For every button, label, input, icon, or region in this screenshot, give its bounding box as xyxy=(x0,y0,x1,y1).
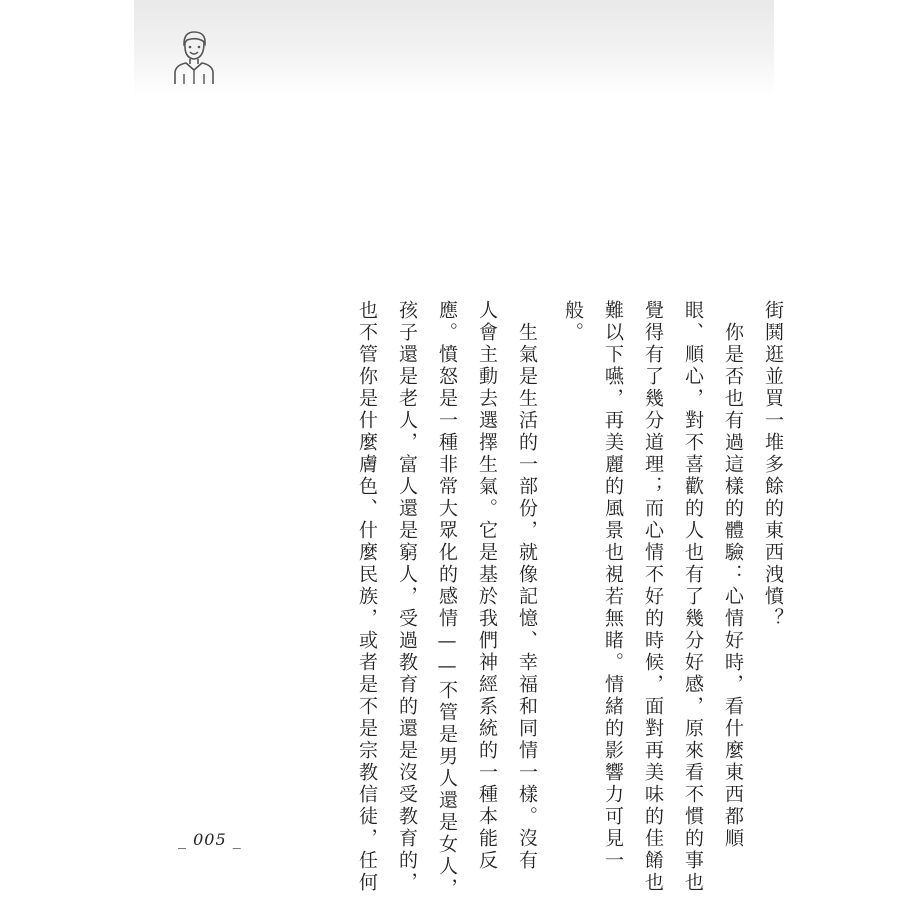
text-column: 應。憤怒是一種非常大眾化的感情——不管是男人還是女人， xyxy=(436,300,458,900)
vertical-text-block xyxy=(226,300,786,900)
text-column: 人會主動去選擇生氣。它是基於我們神經系統的一種本能反 xyxy=(476,300,498,872)
man-avatar-icon xyxy=(172,28,216,86)
text-column: 生氣是生活的一部份，就像記憶、幸福和同情一樣。沒有 xyxy=(516,300,538,872)
text-column: 孩子還是老人，富人還是窮人，受過教育的還是沒受教育的， xyxy=(396,300,418,894)
text-column: 你是否也有過這樣的體驗：心情好時，看什麼東西都順 xyxy=(722,300,744,850)
book-page xyxy=(134,0,784,908)
text-column: 難以下嚥，再美麗的風景也視若無睹。情緒的影響力可見一 xyxy=(602,300,624,872)
text-column: 覺得有了幾分道理；而心情不好的時候，面對再美味的佳餚也 xyxy=(642,300,664,894)
header-band xyxy=(134,0,774,96)
text-column: 般。 xyxy=(562,300,584,344)
page-number: _ 005 _ xyxy=(178,830,242,849)
text-column: 也不管你是什麼膚色、什麼民族，或者是不是宗教信徒，任何 xyxy=(356,300,378,894)
text-column: 眼、順心，對不喜歡的人也有了幾分好感，原來看不慣的事也 xyxy=(682,300,704,894)
text-column: 街鬨逛並買一堆多餘的東西洩憤？ xyxy=(762,300,784,630)
